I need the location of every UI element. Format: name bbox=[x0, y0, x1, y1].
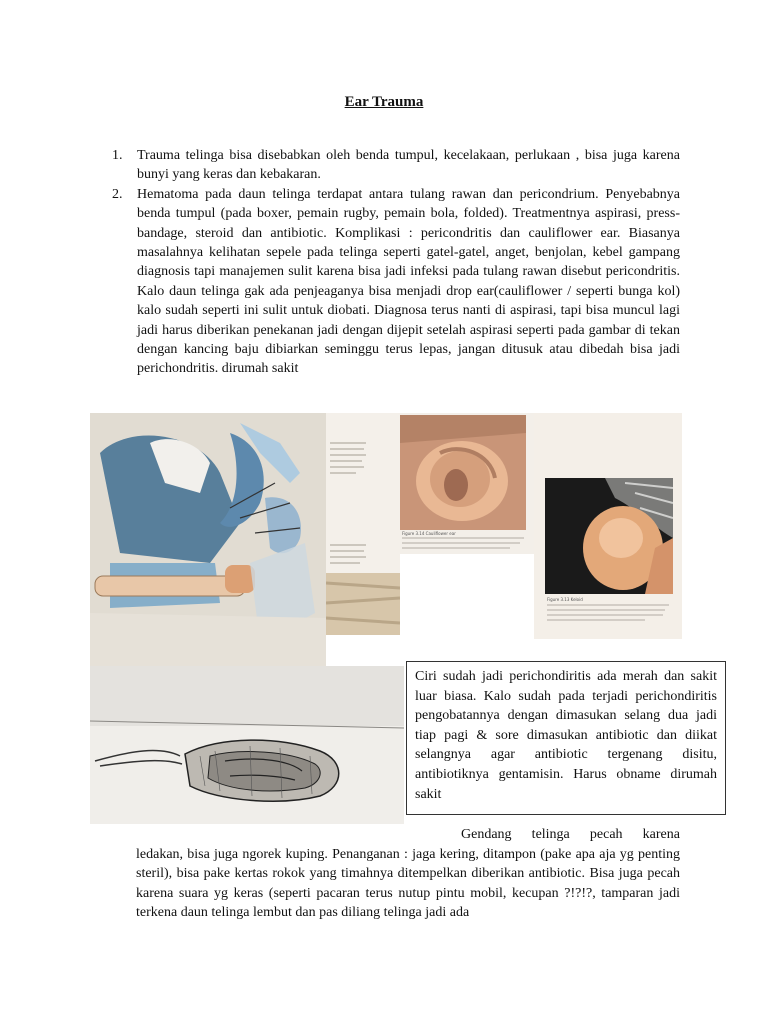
ear-splint-sketch bbox=[90, 666, 404, 824]
cauliflower-caption: Figure 3.14 Cauliflower ear bbox=[402, 531, 456, 536]
ear-anatomy-illustration bbox=[90, 413, 326, 666]
numbered-list bbox=[108, 146, 680, 379]
list-item-text: Trauma telinga bisa disebabkan oleh benda tumpul, kecelakaan, perlukaan , bisa juga karena bunyi yang keras dan kebakaran. bbox=[137, 148, 680, 183]
list-item bbox=[108, 185, 680, 379]
bottom-paragraph-lead: Gendang telinga pecah karena bbox=[461, 827, 680, 842]
callout-text: Ciri sudah jadi perichondiritis ada merah dan sakit luar biasa. Kalo sudah pada terjadi perichondiritis pengobatannya dengan dimasukan selang dua jadi tiap pagi & sore dimasukan antibiotic dan diikat selangnya agar antibiotic tergenang disitu, antibiotiknya gentamisin. Harus obname dirumah sakit bbox=[415, 669, 717, 802]
page-title: Ear Trauma bbox=[344, 94, 424, 110]
bottom-paragraph-text: ledakan, bisa juga ngorek kuping. Penanganan : jaga kering, ditampon (pake apa aja yg penting steril), bisa pake kertas rokok yang timahnya ditempelkan diberikan antibiotic. Bisa juga pecah karena suara yg keras (seperti pacaran terus nutup pintu mobil, kecupan ?!?!?, tamparan jadi terkena daun telinga lembut dan pas diliang telinga jadi ada bbox=[136, 846, 680, 921]
bottom-paragraph bbox=[136, 825, 680, 923]
book-page-fragment bbox=[326, 413, 400, 635]
list-item-number: 1. bbox=[112, 148, 123, 163]
keloid-ear-photo bbox=[545, 478, 673, 628]
keloid-caption: Figure 3.13 Keloid bbox=[547, 597, 583, 602]
cauliflower-ear-photo bbox=[400, 413, 534, 554]
list-item-text: Hematoma pada daun telinga terdapat antara tulang rawan dan pericondrium. Penyebabnya benda tumpul (pada boxer, pemain rugby, pemain bola, folded). Treatmentnya aspirasi, press-bandage, steroid dan antibiotic. Komplikasi : pericondritis dan cauliflower ear. Biasanya masalahnya kelihatan sepele pada telinga seperti gatel-gatel, anget, benjolan, kebel gampang diagnosis tapi manajemen sulit karena bisa jadi infeksi pada tulang rawan disebut pericondritis. Kalo daun telinga gak ada penjeaganya bisa menjadi drop ear(cauliflower / seperti bunga kol) kalo sudah seperti ini sulit untuk diobati. Diagnosa terus nanti di aspirasi, tapi bisa muncul lagi jadi harus diberikan penekanan jadi dengan dijepit setelah aspirasi seperti pada gambar di tekan dengan kancing baju dibiarkan seminggu terus lepas, jangan ditusuk atau dibedah bisa jadi perichondritis. dirumah sakit bbox=[137, 186, 680, 377]
list-item-number: 2. bbox=[112, 186, 123, 202]
list-item bbox=[108, 146, 680, 185]
callout-box bbox=[406, 661, 726, 815]
